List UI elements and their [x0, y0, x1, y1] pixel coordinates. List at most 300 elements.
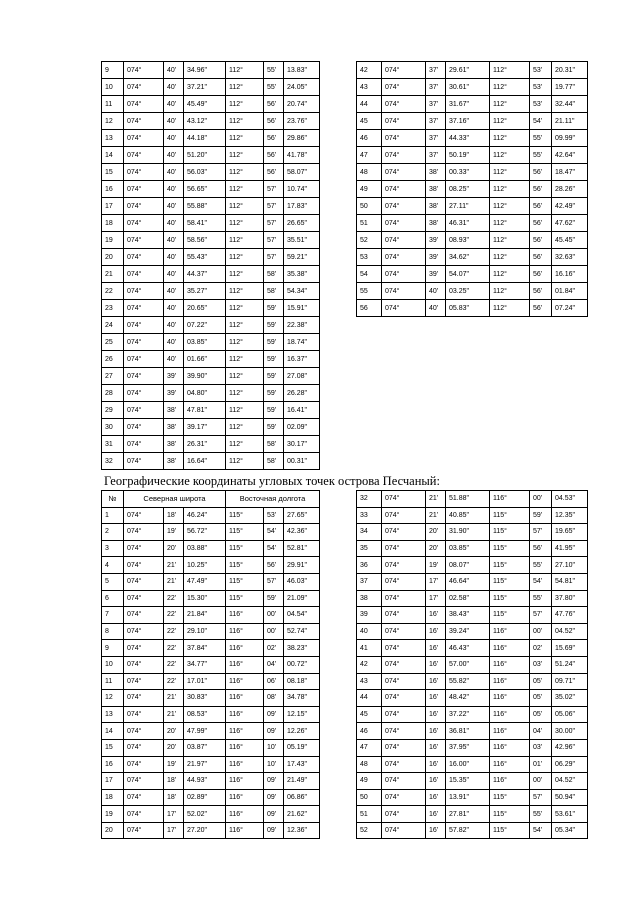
lat-degrees-cell: 074°: [124, 283, 164, 300]
lon-degrees-cell: 112°: [490, 300, 530, 317]
table-row: [357, 673, 588, 690]
point-number-cell: 23: [102, 300, 124, 317]
lon-minutes-cell: 09': [264, 806, 284, 823]
lat-degrees-cell: 074°: [124, 402, 164, 419]
lat-seconds-cell: 36.81": [446, 723, 490, 740]
lat-minutes-cell: 16': [426, 773, 446, 790]
point-number-cell: 49: [357, 181, 382, 198]
lat-minutes-cell: 40': [164, 334, 184, 351]
lat-seconds-cell: 44.18": [184, 130, 226, 147]
point-number-cell: 9: [102, 62, 124, 79]
lon-degrees-cell: 116°: [226, 806, 264, 823]
lat-degrees-cell: 074°: [382, 540, 426, 557]
lon-degrees-cell: 112°: [226, 419, 264, 436]
point-number-cell: 12: [102, 690, 124, 707]
lon-minutes-cell: 05': [530, 673, 552, 690]
lat-seconds-cell: 13.91": [446, 789, 490, 806]
lat-minutes-cell: 21': [164, 690, 184, 707]
lon-seconds-cell: 04.52": [552, 623, 588, 640]
lon-minutes-cell: 57': [264, 181, 284, 198]
lat-minutes-cell: 22': [164, 623, 184, 640]
lon-minutes-cell: 54': [264, 524, 284, 541]
lon-minutes-cell: 56': [530, 198, 552, 215]
lat-degrees-cell: 074°: [124, 756, 164, 773]
table-row: [357, 723, 588, 740]
lat-minutes-cell: 38': [426, 164, 446, 181]
lon-minutes-cell: 59': [264, 402, 284, 419]
table-row: [357, 590, 588, 607]
lat-degrees-cell: 074°: [124, 773, 164, 790]
lon-degrees-cell: 115°: [490, 806, 530, 823]
point-number-cell: 32: [102, 453, 124, 470]
point-number-cell: 46: [357, 130, 382, 147]
table-row: [102, 822, 320, 839]
lat-degrees-cell: 074°: [382, 690, 426, 707]
lon-minutes-cell: 58': [264, 453, 284, 470]
lat-degrees-cell: 074°: [382, 640, 426, 657]
point-number-cell: 36: [357, 557, 382, 574]
lat-degrees-cell: 074°: [124, 181, 164, 198]
lat-seconds-cell: 46.31": [446, 215, 490, 232]
point-number-cell: 56: [357, 300, 382, 317]
point-number-cell: 14: [102, 147, 124, 164]
point-number-cell: 51: [357, 806, 382, 823]
lat-minutes-cell: 17': [426, 573, 446, 590]
table-row: [102, 317, 320, 334]
lat-seconds-cell: 03.25": [446, 283, 490, 300]
lat-degrees-cell: 074°: [382, 491, 426, 508]
lat-minutes-cell: 40': [164, 249, 184, 266]
table-row: [102, 198, 320, 215]
lon-seconds-cell: 17.43": [284, 756, 320, 773]
lon-seconds-cell: 32.63": [552, 249, 588, 266]
lat-minutes-cell: 16': [426, 806, 446, 823]
table-row: [357, 232, 588, 249]
lon-minutes-cell: 57': [264, 249, 284, 266]
lon-degrees-cell: 112°: [226, 351, 264, 368]
lat-seconds-cell: 55.82": [446, 673, 490, 690]
section-caption: Географические координаты угловых точек острова Песчаный:: [104, 474, 440, 488]
lon-minutes-cell: 04': [530, 723, 552, 740]
lon-degrees-cell: 116°: [490, 673, 530, 690]
lon-seconds-cell: 01.84": [552, 283, 588, 300]
table-row: [102, 368, 320, 385]
lon-minutes-cell: 05': [530, 690, 552, 707]
lon-degrees-cell: 112°: [226, 436, 264, 453]
lon-seconds-cell: 52.74": [284, 623, 320, 640]
lon-minutes-cell: 53': [264, 507, 284, 524]
point-number-cell: 37: [357, 573, 382, 590]
lat-degrees-cell: 074°: [382, 181, 426, 198]
point-number-cell: 44: [357, 690, 382, 707]
point-number-cell: 47: [357, 147, 382, 164]
lat-seconds-cell: 56.72": [184, 524, 226, 541]
lat-minutes-cell: 16': [426, 607, 446, 624]
lat-seconds-cell: 37.21": [184, 79, 226, 96]
table-row: [357, 640, 588, 657]
lon-seconds-cell: 32.44": [552, 96, 588, 113]
lon-minutes-cell: 57': [264, 573, 284, 590]
lat-minutes-cell: 37': [426, 147, 446, 164]
lat-degrees-cell: 074°: [382, 524, 426, 541]
lat-seconds-cell: 37.16": [446, 113, 490, 130]
table-row: [102, 351, 320, 368]
lat-seconds-cell: 03.87": [184, 739, 226, 756]
lat-seconds-cell: 45.49": [184, 96, 226, 113]
lat-seconds-cell: 29.10": [184, 623, 226, 640]
lon-seconds-cell: 07.24": [552, 300, 588, 317]
lon-seconds-cell: 16.37": [284, 351, 320, 368]
lon-seconds-cell: 27.10": [552, 557, 588, 574]
lon-minutes-cell: 54': [530, 822, 552, 839]
lon-minutes-cell: 55': [264, 62, 284, 79]
lat-degrees-cell: 074°: [382, 96, 426, 113]
lat-degrees-cell: 074°: [124, 607, 164, 624]
lon-seconds-cell: 30.17": [284, 436, 320, 453]
lat-seconds-cell: 37.84": [184, 640, 226, 657]
lon-degrees-cell: 116°: [226, 756, 264, 773]
lon-minutes-cell: 56': [264, 113, 284, 130]
lon-degrees-cell: 116°: [490, 491, 530, 508]
table-row: [102, 436, 320, 453]
lon-degrees-cell: 116°: [226, 773, 264, 790]
lat-minutes-cell: 40': [164, 300, 184, 317]
lon-degrees-cell: 112°: [490, 79, 530, 96]
lon-seconds-cell: 12.36": [284, 822, 320, 839]
lon-degrees-cell: 116°: [490, 773, 530, 790]
lat-degrees-cell: 074°: [382, 164, 426, 181]
lon-degrees-cell: 112°: [226, 368, 264, 385]
lon-degrees-cell: 112°: [226, 453, 264, 470]
lat-minutes-cell: 37': [426, 96, 446, 113]
lon-degrees-cell: 116°: [226, 706, 264, 723]
lat-seconds-cell: 58.56": [184, 232, 226, 249]
lat-seconds-cell: 37.22": [446, 706, 490, 723]
lat-degrees-cell: 074°: [382, 300, 426, 317]
table-row: [102, 334, 320, 351]
lon-seconds-cell: 29.91": [284, 557, 320, 574]
point-number-cell: 28: [102, 385, 124, 402]
lat-seconds-cell: 27.11": [446, 198, 490, 215]
table-row: [102, 573, 320, 590]
lat-seconds-cell: 47.81": [184, 402, 226, 419]
lat-minutes-cell: 40': [164, 79, 184, 96]
lat-degrees-cell: 074°: [124, 385, 164, 402]
table-row: [102, 130, 320, 147]
lon-seconds-cell: 41.78": [284, 147, 320, 164]
lat-degrees-cell: 074°: [382, 789, 426, 806]
point-number-cell: 15: [102, 739, 124, 756]
table-row: [102, 181, 320, 198]
lon-degrees-cell: 112°: [490, 215, 530, 232]
lon-degrees-cell: 112°: [490, 266, 530, 283]
lat-seconds-cell: 27.20": [184, 822, 226, 839]
lat-minutes-cell: 18': [164, 507, 184, 524]
lon-degrees-cell: 116°: [226, 789, 264, 806]
lon-seconds-cell: 12.26": [284, 723, 320, 740]
lon-seconds-cell: 00.31": [284, 453, 320, 470]
lat-seconds-cell: 15.35": [446, 773, 490, 790]
lat-minutes-cell: 38': [426, 198, 446, 215]
table-row: [357, 573, 588, 590]
lat-minutes-cell: 19': [426, 557, 446, 574]
table-row: [357, 181, 588, 198]
lon-degrees-cell: 112°: [226, 147, 264, 164]
lon-degrees-cell: 112°: [226, 249, 264, 266]
lon-seconds-cell: 42.36": [284, 524, 320, 541]
lon-seconds-cell: 45.45": [552, 232, 588, 249]
table-row: [102, 540, 320, 557]
lat-seconds-cell: 05.83": [446, 300, 490, 317]
point-number-cell: 43: [357, 79, 382, 96]
lat-minutes-cell: 39': [426, 232, 446, 249]
lon-minutes-cell: 00': [264, 623, 284, 640]
lat-degrees-cell: 074°: [124, 317, 164, 334]
lat-minutes-cell: 16': [426, 789, 446, 806]
lon-seconds-cell: 05.06": [552, 706, 588, 723]
lon-degrees-cell: 116°: [226, 723, 264, 740]
lat-minutes-cell: 22': [164, 607, 184, 624]
point-number-cell: 33: [357, 507, 382, 524]
lat-minutes-cell: 37': [426, 79, 446, 96]
lat-seconds-cell: 51.88": [446, 491, 490, 508]
lon-minutes-cell: 59': [530, 507, 552, 524]
lon-seconds-cell: 26.28": [284, 385, 320, 402]
lon-minutes-cell: 03': [530, 656, 552, 673]
point-number-cell: 44: [357, 96, 382, 113]
table-row: [357, 300, 588, 317]
lat-degrees-cell: 074°: [124, 249, 164, 266]
lon-degrees-cell: 112°: [226, 334, 264, 351]
table-row: [357, 524, 588, 541]
point-number-cell: 45: [357, 113, 382, 130]
lon-seconds-cell: 04.52": [552, 773, 588, 790]
point-number-cell: 17: [102, 773, 124, 790]
lon-minutes-cell: 56': [530, 232, 552, 249]
lon-degrees-cell: 116°: [226, 822, 264, 839]
lat-minutes-cell: 39': [164, 385, 184, 402]
lat-minutes-cell: 40': [426, 283, 446, 300]
lat-degrees-cell: 074°: [382, 706, 426, 723]
lat-degrees-cell: 074°: [124, 673, 164, 690]
lon-degrees-cell: 112°: [226, 283, 264, 300]
lat-minutes-cell: 20': [164, 723, 184, 740]
lat-degrees-cell: 074°: [382, 147, 426, 164]
point-number-cell: 8: [102, 623, 124, 640]
lat-degrees-cell: 074°: [124, 300, 164, 317]
table-row: [357, 130, 588, 147]
point-number-cell: 32: [357, 491, 382, 508]
lat-degrees-cell: 074°: [382, 590, 426, 607]
lat-degrees-cell: 074°: [124, 96, 164, 113]
lon-degrees-cell: 112°: [490, 147, 530, 164]
lat-seconds-cell: 39.24": [446, 623, 490, 640]
lon-minutes-cell: 00': [530, 773, 552, 790]
lat-degrees-cell: 074°: [382, 739, 426, 756]
lat-seconds-cell: 34.77": [184, 656, 226, 673]
point-number-cell: 19: [102, 232, 124, 249]
point-number-cell: 43: [357, 673, 382, 690]
lat-degrees-cell: 074°: [382, 232, 426, 249]
lon-minutes-cell: 00': [530, 623, 552, 640]
point-number-cell: 34: [357, 524, 382, 541]
table-row: [357, 198, 588, 215]
lat-minutes-cell: 18': [164, 773, 184, 790]
lat-minutes-cell: 21': [164, 557, 184, 574]
coordinates-table-3: [101, 490, 320, 839]
lat-seconds-cell: 56.03": [184, 164, 226, 181]
table-row: [102, 640, 320, 657]
lon-degrees-cell: 116°: [226, 656, 264, 673]
lat-seconds-cell: 34.62": [446, 249, 490, 266]
lat-minutes-cell: 37': [426, 130, 446, 147]
table-row: [357, 690, 588, 707]
table-row: [357, 623, 588, 640]
lat-seconds-cell: 58.41": [184, 215, 226, 232]
lat-seconds-cell: 52.02": [184, 806, 226, 823]
table-row: [102, 453, 320, 470]
point-number-cell: 9: [102, 640, 124, 657]
lon-degrees-cell: 116°: [490, 656, 530, 673]
table-row: [357, 147, 588, 164]
lat-minutes-cell: 40': [164, 198, 184, 215]
lon-minutes-cell: 56': [264, 147, 284, 164]
lon-degrees-cell: 112°: [226, 79, 264, 96]
table-row: [102, 789, 320, 806]
lat-degrees-cell: 074°: [124, 690, 164, 707]
lon-seconds-cell: 09.71": [552, 673, 588, 690]
table-row: [102, 656, 320, 673]
lon-seconds-cell: 26.65": [284, 215, 320, 232]
table-row: [357, 215, 588, 232]
lon-seconds-cell: 20.74": [284, 96, 320, 113]
lat-seconds-cell: 40.85": [446, 507, 490, 524]
lat-seconds-cell: 47.99": [184, 723, 226, 740]
lat-degrees-cell: 074°: [124, 351, 164, 368]
lon-seconds-cell: 15.91": [284, 300, 320, 317]
lat-seconds-cell: 44.93": [184, 773, 226, 790]
lon-seconds-cell: 53.61": [552, 806, 588, 823]
lat-degrees-cell: 074°: [382, 62, 426, 79]
table-row: [357, 739, 588, 756]
point-number-cell: 18: [102, 215, 124, 232]
lon-minutes-cell: 00': [530, 491, 552, 508]
lon-seconds-cell: 16.16": [552, 266, 588, 283]
table-row: [357, 607, 588, 624]
lat-degrees-cell: 074°: [382, 266, 426, 283]
table-row: [102, 607, 320, 624]
lat-minutes-cell: 37': [426, 113, 446, 130]
lat-minutes-cell: 22': [164, 656, 184, 673]
lon-seconds-cell: 05.34": [552, 822, 588, 839]
lon-seconds-cell: 20.31": [552, 62, 588, 79]
lat-seconds-cell: 27.81": [446, 806, 490, 823]
lat-minutes-cell: 16': [426, 673, 446, 690]
lon-minutes-cell: 57': [530, 524, 552, 541]
table-row: [102, 623, 320, 640]
lat-degrees-cell: 074°: [382, 573, 426, 590]
lon-minutes-cell: 55': [264, 79, 284, 96]
table-row: [102, 557, 320, 574]
table-row: [102, 113, 320, 130]
lon-minutes-cell: 59': [264, 368, 284, 385]
lon-degrees-cell: 115°: [490, 507, 530, 524]
lon-minutes-cell: 57': [530, 789, 552, 806]
lon-degrees-cell: 115°: [226, 557, 264, 574]
point-number-cell: 13: [102, 130, 124, 147]
lon-degrees-cell: 115°: [226, 540, 264, 557]
table-row: [102, 232, 320, 249]
table-row: [357, 822, 588, 839]
lat-degrees-cell: 074°: [124, 147, 164, 164]
lat-seconds-cell: 46.64": [446, 573, 490, 590]
lat-minutes-cell: 37': [426, 62, 446, 79]
lat-seconds-cell: 31.67": [446, 96, 490, 113]
lon-minutes-cell: 03': [530, 739, 552, 756]
table-row: [357, 62, 588, 79]
coordinates-table-4: [356, 490, 588, 839]
lon-seconds-cell: 15.69": [552, 640, 588, 657]
point-number-cell: 18: [102, 789, 124, 806]
point-number-cell: 41: [357, 640, 382, 657]
point-number-cell: 42: [357, 656, 382, 673]
lat-degrees-cell: 074°: [124, 113, 164, 130]
point-number-cell: 22: [102, 283, 124, 300]
lon-degrees-cell: 115°: [226, 573, 264, 590]
lat-degrees-cell: 074°: [124, 215, 164, 232]
lat-degrees-cell: 074°: [124, 623, 164, 640]
lon-seconds-cell: 27.65": [284, 507, 320, 524]
table-row: [102, 756, 320, 773]
lat-seconds-cell: 07.22": [184, 317, 226, 334]
table-row: [102, 706, 320, 723]
lat-minutes-cell: 20': [164, 540, 184, 557]
lon-minutes-cell: 55': [530, 557, 552, 574]
lat-degrees-cell: 074°: [382, 723, 426, 740]
lat-minutes-cell: 20': [426, 524, 446, 541]
lat-seconds-cell: 08.53": [184, 706, 226, 723]
point-number-cell: 50: [357, 789, 382, 806]
lat-minutes-cell: 38': [164, 402, 184, 419]
lon-degrees-cell: 115°: [490, 822, 530, 839]
point-number-cell: 11: [102, 673, 124, 690]
lon-seconds-cell: 21.49": [284, 773, 320, 790]
lon-seconds-cell: 12.15": [284, 706, 320, 723]
lon-minutes-cell: 56': [530, 266, 552, 283]
lon-degrees-cell: 112°: [226, 215, 264, 232]
lat-degrees-cell: 074°: [382, 507, 426, 524]
lat-seconds-cell: 21.97": [184, 756, 226, 773]
lat-seconds-cell: 43.12": [184, 113, 226, 130]
table-row: [357, 706, 588, 723]
lon-seconds-cell: 04.54": [284, 607, 320, 624]
point-number-cell: 20: [102, 249, 124, 266]
lon-degrees-cell: 115°: [490, 590, 530, 607]
lon-minutes-cell: 53': [530, 79, 552, 96]
lon-seconds-cell: 21.09": [284, 590, 320, 607]
lat-degrees-cell: 074°: [124, 130, 164, 147]
lon-degrees-cell: 116°: [490, 623, 530, 640]
point-number-cell: 16: [102, 756, 124, 773]
lon-minutes-cell: 59': [264, 385, 284, 402]
point-number-cell: 48: [357, 164, 382, 181]
lon-minutes-cell: 58': [264, 283, 284, 300]
lon-seconds-cell: 35.02": [552, 690, 588, 707]
table-row: [102, 773, 320, 790]
lon-degrees-cell: 115°: [226, 524, 264, 541]
lon-seconds-cell: 30.00": [552, 723, 588, 740]
lon-degrees-cell: 112°: [490, 113, 530, 130]
